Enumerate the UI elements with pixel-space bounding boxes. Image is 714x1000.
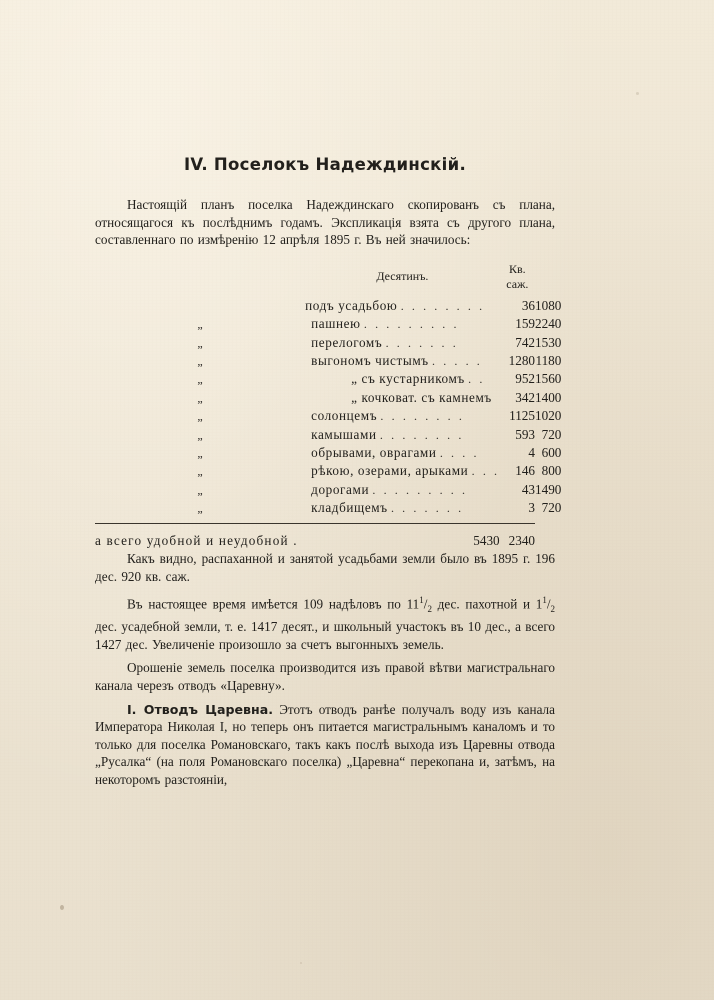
- table-row: [95, 370, 561, 388]
- total-label: а всего удобной и неудобной .: [95, 533, 298, 549]
- row-label-text: „ съ кустарникомъ: [351, 371, 465, 387]
- row-leader-dots: . .: [468, 372, 485, 387]
- page-content: [95, 155, 562, 795]
- row-label: [305, 297, 500, 315]
- table-divider: [95, 523, 535, 524]
- row-ditto-mark: [95, 297, 305, 315]
- row-ditto-mark: „: [197, 335, 203, 350]
- paper-speck: [60, 905, 64, 910]
- page-title: IV. Поселокъ Надеждинскій.: [183, 155, 467, 174]
- paper-speck: [636, 92, 639, 95]
- row-ditto-mark: „: [197, 501, 203, 516]
- row-label-text: обрывами, оврагами: [311, 444, 437, 460]
- row-label-text: перелогомъ: [311, 334, 383, 350]
- table-row: [95, 481, 561, 499]
- row-label: [305, 462, 500, 480]
- row-desyatin-value: 593: [515, 426, 535, 442]
- row-desyatin-value: 146: [515, 463, 535, 479]
- row-sazhen-value: 2240: [535, 316, 562, 332]
- row-desyatin-value: 952: [515, 371, 535, 387]
- paragraph-after-table-1: Какъ видно, распаханной и занятой усадьбами земли было въ 1895 г. 196 дес. 920 кв. саж.: [95, 551, 555, 585]
- table-header-row: [95, 261, 561, 297]
- row-label-text: кладбищемъ: [311, 500, 388, 516]
- row-sazhen-value: 1530: [535, 334, 562, 350]
- row-sazhen-value: 1560: [535, 371, 562, 387]
- row-sazhen-value: 1020: [535, 408, 562, 424]
- row-label: [305, 334, 500, 352]
- land-explication-table: [95, 261, 561, 551]
- row-label: [305, 444, 500, 462]
- row-sazhen-value: 1180: [535, 353, 562, 369]
- row-leader-dots: . . . . . . . . .: [372, 482, 468, 497]
- row-sazhen-value: 1080: [535, 297, 562, 313]
- row-label: [305, 499, 500, 517]
- section-body-text: Этотъ отводъ ранѣе получалъ воду изъ канала Императора Николая I, но теперь онъ питается магистральнымъ каналомъ и то только для поселка Романовскаго, такъ какъ послѣ выхода изъ Царевны отвода „Русалка“ (на поля Романовскаго поселка) „Царевна“ перекопана и, затѣмъ, на некоторомъ разстояніи,: [95, 701, 555, 788]
- row-desyatin-value: 1280: [508, 353, 535, 369]
- paragraph-after-table-2: Въ настоящее время имѣется 109 надѣловъ по $11^1/_2$ дес. пахотной и $1^1/_2$ дес. усадебной земли, т. е. 1417 десят., и школьный участокъ въ 10 дес., а всего 1427 дес. Увеличеніе произошло за счетъ выгонныхъ земель.: [95, 594, 556, 652]
- table-row: [95, 444, 561, 462]
- row-label-text: камышами: [311, 426, 377, 442]
- row-desyatin-value: 1125: [509, 408, 535, 424]
- row-desyatin-value: 159: [515, 316, 535, 332]
- table-row: [95, 407, 561, 425]
- section-lead-label: I. Отводъ Царевна.: [127, 701, 274, 717]
- row-leader-dots: . . .: [471, 464, 500, 479]
- row-leader-dots: . . . . . . . . .: [363, 317, 460, 332]
- row-leader-dots: . . . . . . .: [390, 501, 464, 516]
- table-row: [95, 352, 561, 370]
- row-desyatin-value: 36: [521, 297, 535, 313]
- intro-paragraph: Настоящій планъ поселка Надеждинскаго скопированъ съ плана, относящагося къ послѣднимъ годамъ. Экспликація взята съ другого плана, составленнаго по измѣренію 12 апрѣля 1895 г. Въ ней значилось:: [95, 197, 555, 248]
- header-spacer: [95, 261, 305, 297]
- row-label-text: дорогами: [311, 481, 370, 497]
- row-ditto-mark: „: [197, 409, 203, 424]
- row-sazhen-value: 720: [541, 500, 562, 516]
- table-rule-cell: [95, 517, 535, 530]
- row-sazhen-value: 1490: [535, 481, 562, 497]
- paper-speck: [300, 962, 302, 964]
- row-desyatin-value: 342: [515, 389, 535, 405]
- row-label: [305, 315, 500, 333]
- table-row: [95, 425, 561, 443]
- column-header-desyatin: Десятинъ.: [376, 269, 429, 284]
- table-head: [95, 261, 561, 297]
- row-label-text: рѣкою, озерами, арыками: [311, 463, 469, 479]
- row-ditto-mark: „: [197, 464, 203, 479]
- row-label-text: выгономъ чистымъ: [311, 353, 429, 369]
- total-desyatin: 5430: [473, 533, 500, 549]
- table-row: [95, 315, 561, 333]
- row-ditto-mark: „: [197, 372, 203, 387]
- row-label: [305, 407, 500, 425]
- table-foot: [95, 517, 561, 550]
- column-header-sazhen: Кв. саж.: [506, 261, 529, 291]
- table-row: [95, 462, 561, 480]
- table-rule-row: [95, 517, 561, 530]
- row-ditto-mark: „: [197, 482, 203, 497]
- row-desyatin-value: 43: [521, 481, 535, 497]
- row-sazhen-value: 1400: [535, 389, 562, 405]
- row-leader-dots: . . . .: [439, 445, 480, 460]
- row-leader-dots: . . . . . . . .: [400, 298, 485, 313]
- row-label-text: солонцемъ: [311, 408, 378, 424]
- row-sazhen-value: 800: [541, 463, 562, 479]
- table-total-row: [95, 530, 561, 550]
- row-leader-dots: . . . . . . .: [385, 335, 459, 350]
- table-row: [95, 389, 561, 407]
- table-body: [95, 297, 561, 518]
- row-label-text: пашнею: [311, 316, 361, 332]
- row-label: [305, 425, 500, 443]
- row-label: [305, 481, 500, 499]
- row-ditto-mark: „: [197, 390, 203, 405]
- table-row: [95, 499, 561, 517]
- row-ditto-mark: „: [197, 427, 203, 442]
- row-label-text: подъ усадьбою: [305, 297, 398, 313]
- table-row: [95, 334, 561, 352]
- row-leader-dots: . . . . .: [432, 354, 483, 369]
- row-sazhen-value: 600: [541, 444, 562, 460]
- row-desyatin-value: 3: [528, 500, 535, 516]
- table-row: [95, 297, 561, 315]
- row-leader-dots: . . . . . . . .: [379, 427, 464, 442]
- row-ditto-mark: „: [197, 317, 203, 332]
- row-desyatin-value: 4: [528, 444, 535, 460]
- row-leader-dots: . . . . . . . .: [380, 409, 465, 424]
- row-label: [305, 389, 500, 407]
- row-label: [305, 352, 500, 370]
- row-sazhen-value: 720: [541, 426, 562, 442]
- section-paragraph-tsarevna: [95, 701, 555, 789]
- total-sazhen: 2340: [508, 533, 535, 549]
- row-ditto-mark: „: [197, 354, 203, 369]
- paragraph-after-table-3: Орошеніе земель поселка производится изъ правой вѣтви магистральнаго канала черезъ отводъ «Царевну».: [95, 660, 555, 694]
- row-label-text: „ кочковат. съ камнемъ: [351, 389, 492, 405]
- row-ditto-mark: „: [197, 445, 203, 460]
- row-desyatin-value: 742: [515, 334, 535, 350]
- row-label: [305, 370, 500, 388]
